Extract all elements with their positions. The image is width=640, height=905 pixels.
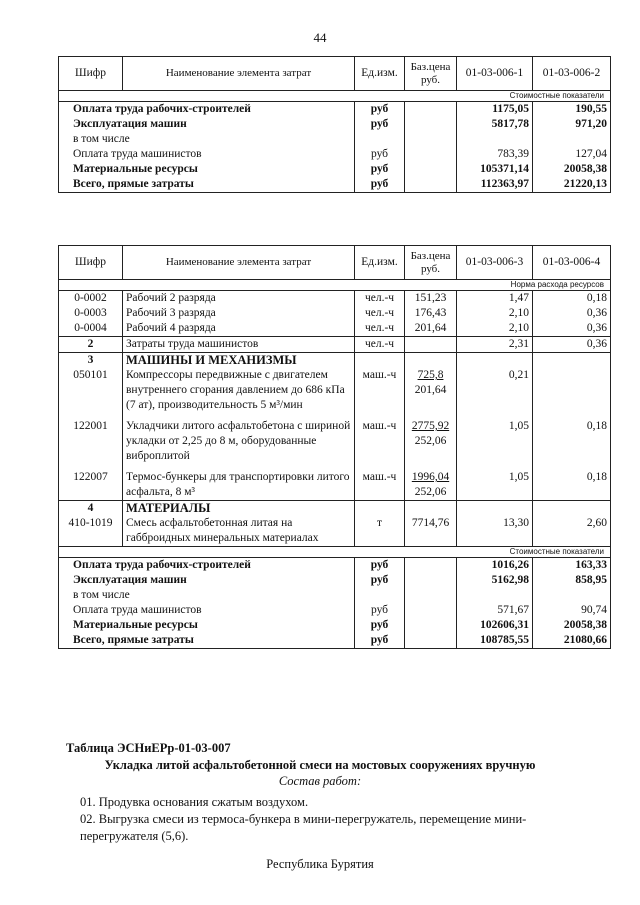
table-row bbox=[59, 291, 611, 307]
work-item: 01. Продувка основания сжатым воздухом. bbox=[80, 795, 309, 809]
resource-table-2 bbox=[58, 245, 611, 649]
row-unit: руб bbox=[355, 618, 405, 633]
table-row bbox=[59, 147, 611, 162]
row-price: 2775,92 bbox=[411, 420, 450, 432]
row-value-b: 858,95 bbox=[533, 573, 611, 588]
row-code: 410-1019 bbox=[59, 516, 123, 547]
table-row bbox=[59, 558, 611, 574]
header-price: Баз.цена руб. bbox=[405, 246, 457, 280]
row-value-a: 5817,78 bbox=[457, 117, 533, 132]
table-row bbox=[59, 368, 611, 413]
row-value-a: 1175,05 bbox=[457, 102, 533, 118]
work-item: 02. Выгрузка смеси из термоса-бункера в мини-перегружатель, перемещение мини-перегружателя (5,6). bbox=[80, 812, 527, 843]
works-heading: Состав работ: bbox=[278, 774, 362, 788]
row-code: 0-0003 bbox=[59, 306, 123, 321]
row-name: Термос-бункеры для транспортировки литого асфальта, 8 м³ bbox=[123, 464, 355, 501]
row-value-a: 2,10 bbox=[457, 321, 533, 337]
row-value-a: 102606,31 bbox=[457, 618, 533, 633]
row-name: Укладчики литого асфальтобетона с шириной укладки от 2,25 до 8 м, оборудованные виброплитой bbox=[123, 413, 355, 464]
row-unit: чел.-ч bbox=[355, 321, 405, 337]
row-value-b: 0,36 bbox=[533, 306, 611, 321]
table-row bbox=[59, 162, 611, 177]
subheader-label: Стоимостные показатели bbox=[59, 91, 611, 102]
table-row bbox=[59, 337, 611, 353]
row-name: Затраты труда машинистов bbox=[123, 337, 355, 353]
row-unit: руб bbox=[355, 117, 405, 132]
row-value-a: 0,21 bbox=[457, 368, 533, 413]
row-value-b: 2,60 bbox=[533, 516, 611, 547]
table-row bbox=[59, 132, 611, 147]
row-name: Материальные ресурсы bbox=[59, 618, 355, 633]
row-name: Рабочий 3 разряда bbox=[123, 306, 355, 321]
table-row bbox=[59, 464, 611, 501]
row-price: 1996,04 bbox=[411, 471, 450, 483]
row-unit: руб bbox=[355, 603, 405, 618]
row-unit: чел.-ч bbox=[355, 291, 405, 307]
row-code: 0-0002 bbox=[59, 291, 123, 307]
row-value-a: 1,05 bbox=[457, 413, 533, 464]
row-unit: руб bbox=[355, 147, 405, 162]
row-unit: т bbox=[355, 516, 405, 547]
row-unit: маш.-ч bbox=[355, 464, 405, 501]
table-row bbox=[59, 588, 611, 603]
row-value-a: 112363,97 bbox=[457, 177, 533, 193]
header-code: Шифр bbox=[59, 246, 123, 280]
header-unit: Ед.изм. bbox=[355, 57, 405, 91]
header-name: Наименование элемента затрат bbox=[123, 246, 355, 280]
row-price: 151,23 bbox=[405, 291, 457, 307]
row-code: 122001 bbox=[59, 413, 123, 464]
row-name: в том числе bbox=[59, 132, 355, 147]
row-unit: руб bbox=[355, 633, 405, 649]
row-value-b: 163,33 bbox=[533, 558, 611, 574]
row-name: Компрессоры передвижные с двигателем внутреннего сгорания давлением до 686 кПа (7 ат), производительность 5 м³/мин bbox=[123, 368, 355, 413]
row-value-b: 20058,38 bbox=[533, 162, 611, 177]
row-value-b: 0,36 bbox=[533, 321, 611, 337]
section-title: МАТЕРИАЛЫ bbox=[123, 501, 355, 517]
row-value-a: 13,30 bbox=[457, 516, 533, 547]
row-unit: чел.-ч bbox=[355, 337, 405, 353]
table-row bbox=[59, 321, 611, 337]
table-row bbox=[59, 117, 611, 132]
header-col-b: 01-03-006-2 bbox=[533, 57, 611, 91]
row-value-b: 971,20 bbox=[533, 117, 611, 132]
table-row bbox=[59, 516, 611, 547]
row-value-a: 5162,98 bbox=[457, 573, 533, 588]
row-value-b: 20058,38 bbox=[533, 618, 611, 633]
row-value-a: 1,47 bbox=[457, 291, 533, 307]
row-value-a: 571,67 bbox=[457, 603, 533, 618]
row-name: Рабочий 2 разряда bbox=[123, 291, 355, 307]
row-value-a: 783,39 bbox=[457, 147, 533, 162]
row-value-b: 21220,13 bbox=[533, 177, 611, 193]
header-name: Наименование элемента затрат bbox=[123, 57, 355, 91]
row-code: 122007 bbox=[59, 464, 123, 501]
header-col-a: 01-03-006-3 bbox=[457, 246, 533, 280]
header-code: Шифр bbox=[59, 57, 123, 91]
row-name: Оплата труда рабочих-строителей bbox=[59, 558, 355, 574]
row-code: 2 bbox=[59, 337, 123, 353]
section-row bbox=[59, 353, 611, 369]
row-unit: руб bbox=[355, 573, 405, 588]
table-caption: Таблица ЭСНиЕРр-01-03-007 bbox=[66, 741, 231, 755]
cost-table-1 bbox=[58, 56, 611, 193]
table-row bbox=[59, 413, 611, 464]
row-name: в том числе bbox=[59, 588, 355, 603]
row-unit: маш.-ч bbox=[355, 368, 405, 413]
section-code: 4 bbox=[59, 501, 123, 517]
subheader-row bbox=[59, 547, 611, 558]
row-value-b: 127,04 bbox=[533, 147, 611, 162]
row-unit: руб bbox=[355, 558, 405, 574]
row-price: 201,64 bbox=[405, 321, 457, 337]
row-value-a: 108785,55 bbox=[457, 633, 533, 649]
row-name: Оплата труда машинистов bbox=[59, 603, 355, 618]
subheader-label: Норма расхода ресурсов bbox=[59, 280, 611, 291]
header-col-a: 01-03-006-1 bbox=[457, 57, 533, 91]
page-footer: Республика Бурятия bbox=[266, 857, 374, 871]
row-value-a: 105371,14 bbox=[457, 162, 533, 177]
row-price-secondary: 201,64 bbox=[414, 384, 447, 396]
subheader-label: Стоимостные показатели bbox=[59, 547, 611, 558]
row-value-b: 190,55 bbox=[533, 102, 611, 118]
table-row bbox=[59, 618, 611, 633]
row-name: Рабочий 4 разряда bbox=[123, 321, 355, 337]
row-unit: маш.-ч bbox=[355, 413, 405, 464]
header-col-b: 01-03-006-4 bbox=[533, 246, 611, 280]
row-name: Всего, прямые затраты bbox=[59, 633, 355, 649]
row-value-b: 0,36 bbox=[533, 337, 611, 353]
table-row bbox=[59, 306, 611, 321]
row-value-a: 1,05 bbox=[457, 464, 533, 501]
row-price-secondary: 252,06 bbox=[414, 486, 447, 498]
row-value-a: 2,10 bbox=[457, 306, 533, 321]
row-code: 0-0004 bbox=[59, 321, 123, 337]
table-row bbox=[59, 102, 611, 118]
row-name: Эксплуатация машин bbox=[59, 117, 355, 132]
header-price: Баз.цена руб. bbox=[405, 57, 457, 91]
row-name: Оплата труда машинистов bbox=[59, 147, 355, 162]
row-unit: руб bbox=[355, 177, 405, 193]
row-code: 050101 bbox=[59, 368, 123, 413]
subheader-row bbox=[59, 91, 611, 102]
section-title: МАШИНЫ И МЕХАНИЗМЫ bbox=[123, 353, 355, 369]
section-code: 3 bbox=[59, 353, 123, 369]
row-price: 725,8 bbox=[417, 369, 444, 381]
table-row bbox=[59, 177, 611, 193]
section-row bbox=[59, 501, 611, 517]
row-unit: руб bbox=[355, 162, 405, 177]
row-unit: чел.-ч bbox=[355, 306, 405, 321]
table-row bbox=[59, 633, 611, 649]
row-name: Всего, прямые затраты bbox=[59, 177, 355, 193]
table-title: Укладка литой асфальтобетонной смеси на мостовых сооружениях вручную bbox=[104, 758, 536, 772]
table-header-row bbox=[59, 57, 611, 91]
row-name: Материальные ресурсы bbox=[59, 162, 355, 177]
row-price-secondary: 252,06 bbox=[414, 435, 447, 447]
row-value-b: 90,74 bbox=[533, 603, 611, 618]
table-row bbox=[59, 573, 611, 588]
row-name: Эксплуатация машин bbox=[59, 573, 355, 588]
row-price: 176,43 bbox=[405, 306, 457, 321]
row-value-b: 0,18 bbox=[533, 291, 611, 307]
row-price: 7714,76 bbox=[405, 516, 457, 547]
page-number: 44 bbox=[313, 30, 327, 45]
row-name: Оплата труда рабочих-строителей bbox=[59, 102, 355, 118]
subheader-row bbox=[59, 280, 611, 291]
row-name: Смесь асфальтобетонная литая на габброидных минеральных материалах bbox=[123, 516, 355, 547]
row-value-b: 0,18 bbox=[533, 413, 611, 464]
table-header-row bbox=[59, 246, 611, 280]
table-row bbox=[59, 603, 611, 618]
header-unit: Ед.изм. bbox=[355, 246, 405, 280]
row-value-a: 2,31 bbox=[457, 337, 533, 353]
row-value-a: 1016,26 bbox=[457, 558, 533, 574]
row-unit: руб bbox=[355, 102, 405, 118]
row-value-b: 21080,66 bbox=[533, 633, 611, 649]
row-value-b: 0,18 bbox=[533, 464, 611, 501]
